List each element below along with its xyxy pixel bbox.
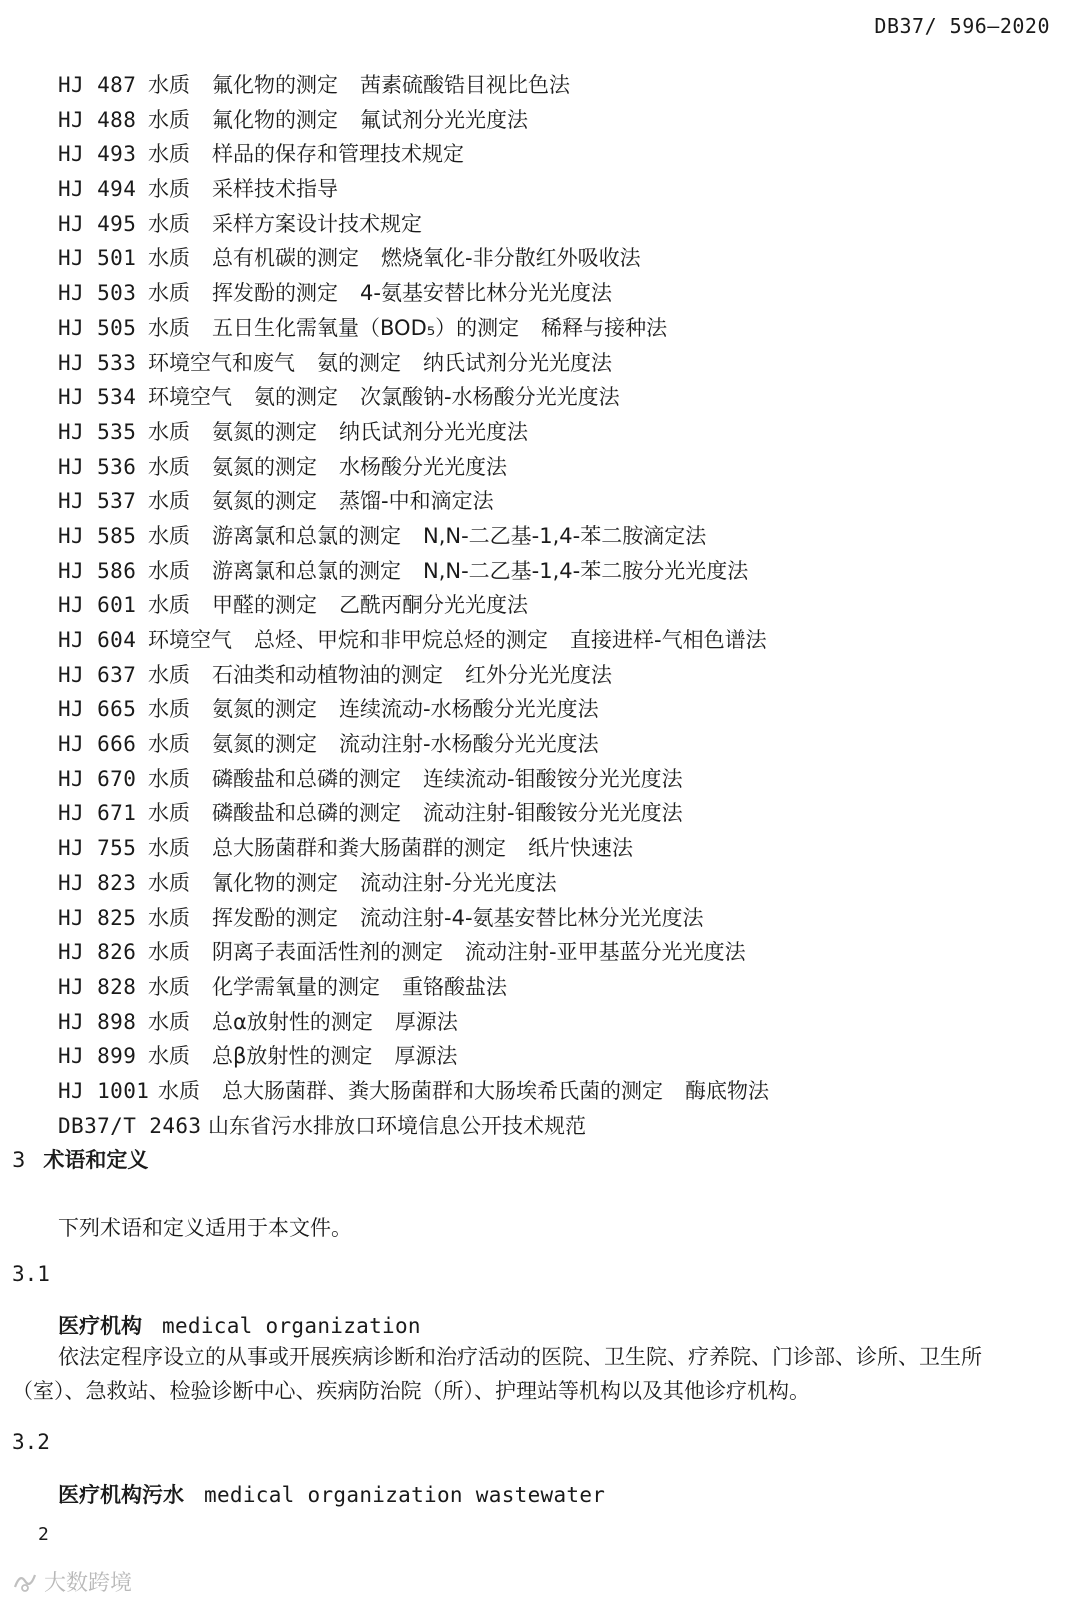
watermark-text: 大数跨境 (44, 1571, 133, 1596)
reference-title-part: 水质 (148, 73, 190, 97)
reference-title-part: 水质 (148, 177, 190, 202)
reference-title-part: 游离氯和总氯的测定 (212, 558, 401, 583)
section-number: 3 (12, 1148, 26, 1172)
reference-title (148, 380, 642, 415)
reference-title (148, 276, 634, 311)
reference-title (148, 137, 486, 172)
reference-title-part: 磷酸盐和总磷的测定 (212, 766, 401, 791)
reference-code: HJ 493 (58, 142, 137, 167)
reference-title (148, 692, 621, 727)
reference-title-part: 水质 (148, 766, 190, 791)
reference-item (58, 935, 791, 970)
reference-title-part: 总β放射性的测定 (212, 1044, 373, 1069)
reference-title-part: 纳氏试剂分光光度法 (339, 419, 528, 444)
reference-title (148, 172, 360, 207)
reference-code: HJ 899 (58, 1044, 137, 1069)
reference-item (58, 1074, 791, 1109)
reference-code: HJ 604 (58, 628, 137, 652)
reference-title-part: 总有机碳的测定 (212, 246, 359, 271)
reference-code: HJ 536 (58, 454, 137, 479)
reference-code: HJ 585 (58, 523, 137, 548)
watermark (12, 1566, 132, 1597)
reference-item (58, 831, 791, 866)
term-heading (58, 1310, 421, 1340)
clause-number: 3.2 (12, 1430, 50, 1454)
reference-title-part: 环境空气和废气 (148, 350, 295, 375)
reference-title-part: 4-氨基安替比林分光光度法 (360, 281, 612, 306)
reference-code: HJ 670 (58, 766, 137, 791)
reference-code: DB37/T 2463 (58, 1113, 202, 1138)
reference-title-part: 氨的测定 (317, 350, 401, 375)
reference-title (148, 727, 621, 762)
document-id: DB37/ 596—2020 (874, 14, 1050, 38)
reference-title (148, 519, 728, 554)
reference-title (148, 1039, 479, 1074)
reference-item (58, 727, 791, 762)
reference-item (58, 346, 791, 381)
reference-title-part: 水质 (148, 801, 190, 826)
reference-title-part: 流动注射-钼酸铵分光光度法 (423, 801, 683, 826)
reference-title (148, 241, 663, 276)
reference-title (148, 970, 529, 1005)
reference-title-part: 挥发酚的测定 (212, 281, 338, 306)
reference-title-part: 水质 (148, 523, 190, 548)
reference-title-part: 水质 (148, 558, 190, 583)
reference-title (148, 935, 768, 970)
reference-title-part: 水质 (148, 246, 190, 271)
reference-title-part: 氨氮的测定 (212, 454, 317, 479)
reference-code: HJ 495 (58, 211, 137, 236)
reference-title-part: 水质 (148, 836, 190, 861)
reference-item (58, 658, 791, 693)
reference-item (58, 1109, 791, 1144)
reference-title (148, 762, 705, 797)
reference-item (58, 380, 791, 415)
reference-title (148, 484, 516, 519)
reference-title-part: 水质 (148, 940, 190, 965)
reference-title-part: 水质 (148, 211, 190, 236)
reference-code: HJ 488 (58, 107, 137, 132)
reference-title-part: 采样技术指导 (212, 177, 338, 202)
reference-title-part: 氟化物的测定 (212, 73, 338, 97)
reference-item (58, 1005, 791, 1040)
reference-title (148, 901, 726, 936)
reference-title-part: 连续流动-水杨酸分光光度法 (339, 697, 599, 722)
reference-title (148, 623, 789, 658)
reference-title (158, 1074, 791, 1109)
reference-title-part: 水质 (148, 315, 190, 340)
reference-code: HJ 755 (58, 836, 137, 861)
section-title: 术语和定义 (43, 1148, 149, 1172)
reference-code: HJ 898 (58, 1009, 137, 1034)
term-en: medical organization wastewater (204, 1483, 606, 1507)
section-intro: 下列术语和定义适用于本文件。 (58, 1216, 352, 1240)
reference-code: HJ 1001 (58, 1078, 150, 1103)
reference-title (148, 68, 592, 103)
reference-title-part: 连续流动-钼酸铵分光光度法 (423, 766, 683, 791)
reference-title-part: 氨氮的测定 (212, 419, 317, 444)
reference-title-part: 水质 (148, 419, 190, 444)
reference-item (58, 172, 791, 207)
reference-item (58, 970, 791, 1005)
reference-title-part: 稀释与接种法 (541, 315, 668, 340)
reference-title-part: 水质 (148, 732, 190, 757)
reference-title (148, 1005, 480, 1040)
normative-references-list (58, 68, 791, 1143)
reference-title-part: 水质 (148, 697, 190, 722)
reference-code: HJ 503 (58, 281, 137, 306)
reference-code: HJ 505 (58, 315, 137, 340)
reference-title (148, 796, 705, 831)
section-heading (12, 1144, 148, 1174)
reference-title-part: 乙酰丙酮分光光度法 (339, 593, 528, 618)
term-en: medical organization (162, 1314, 421, 1338)
reference-title-part: 石油类和动植物油的测定 (212, 662, 443, 687)
reference-code: HJ 828 (58, 974, 137, 999)
reference-title-part: 水质 (158, 1078, 200, 1103)
reference-title-part: 重铬酸盐法 (402, 974, 507, 999)
reference-title-part: 挥发酚的测定 (212, 905, 338, 930)
reference-title-part: 水质 (148, 593, 190, 618)
reference-title (148, 207, 444, 242)
reference-title-part: 纳氏试剂分光光度法 (423, 350, 612, 375)
reference-title-part: 总大肠菌群和粪大肠菌群的测定 (212, 836, 506, 861)
reference-item (58, 415, 791, 450)
reference-title-part: 水杨酸分光光度法 (339, 454, 507, 479)
reference-title (148, 415, 550, 450)
reference-title-part: 纸片快速法 (528, 836, 633, 861)
reference-item (58, 588, 791, 623)
reference-item (58, 68, 791, 103)
reference-title-part: 水质 (148, 489, 190, 514)
reference-title-part: 水质 (148, 1009, 190, 1034)
reference-item (58, 901, 791, 936)
reference-title-part: 水质 (148, 454, 190, 479)
term-zh: 医疗机构污水 (58, 1483, 184, 1507)
reference-title (148, 658, 634, 693)
reference-item (58, 519, 791, 554)
reference-item (58, 554, 791, 589)
reference-item (58, 866, 791, 901)
reference-title-part: 氟试剂分光光度法 (360, 107, 528, 132)
reference-title-part: 红外分光光度法 (465, 662, 612, 687)
reference-title-part: N,N-二乙基-1,4-苯二胺分光光度法 (423, 558, 749, 583)
reference-title-part: 化学需氧量的测定 (212, 974, 380, 999)
reference-code: HJ 601 (58, 593, 137, 618)
reference-item (58, 207, 791, 242)
term-heading (58, 1479, 605, 1509)
reference-title-part: 水质 (148, 107, 190, 132)
reference-code: HJ 823 (58, 870, 137, 895)
reference-code: HJ 666 (58, 732, 137, 757)
reference-item (58, 484, 791, 519)
reference-title-part: 氟化物的测定 (212, 107, 338, 132)
reference-title (148, 831, 655, 866)
reference-title-part: 总大肠菌群、粪大肠菌群和大肠埃希氏菌的测定 (222, 1078, 663, 1103)
reference-title-part: 氨氮的测定 (212, 732, 317, 757)
reference-title (148, 554, 770, 589)
reference-title-part: 水质 (148, 905, 190, 930)
reference-code: HJ 826 (58, 940, 137, 965)
reference-title (148, 346, 634, 381)
reference-title-part: 采样方案设计技术规定 (212, 211, 422, 236)
clause-number: 3.1 (12, 1262, 50, 1286)
page-number: 2 (38, 1524, 49, 1545)
reference-title-part: 环境空气 (148, 628, 232, 652)
reference-title-part: 磷酸盐和总磷的测定 (212, 801, 401, 826)
reference-title (208, 1109, 608, 1144)
reference-title-part: 水质 (148, 870, 190, 895)
reference-title-part: 样品的保存和管理技术规定 (212, 142, 464, 167)
reference-title-part: 氨氮的测定 (212, 489, 317, 514)
reference-title (148, 311, 689, 346)
reference-title (148, 866, 579, 901)
reference-code: HJ 665 (58, 697, 137, 722)
reference-title-part: 氰化物的测定 (212, 870, 338, 895)
reference-title-part: 水质 (148, 281, 190, 306)
reference-title-part: 阴离子表面活性剂的测定 (212, 940, 443, 965)
reference-code: HJ 533 (58, 350, 137, 375)
reference-code: HJ 586 (58, 558, 137, 583)
reference-item (58, 1039, 791, 1074)
reference-item (58, 450, 791, 485)
reference-code: HJ 825 (58, 905, 137, 930)
reference-item (58, 103, 791, 138)
reference-title-part: 燃烧氧化-非分散红外吸收法 (381, 246, 641, 271)
term-zh: 医疗机构 (58, 1314, 142, 1338)
reference-item (58, 762, 791, 797)
reference-item (58, 137, 791, 172)
reference-code: HJ 534 (58, 385, 137, 410)
reference-title-part: 水质 (148, 974, 190, 999)
reference-title (148, 103, 550, 138)
reference-title-part: 流动注射-4-氨基安替比林分光光度法 (360, 905, 704, 930)
reference-title-part: 水质 (148, 662, 190, 687)
reference-title-part: 厚源法 (394, 1009, 458, 1034)
reference-title-part: 次氯酸钠-水杨酸分光光度法 (360, 385, 620, 410)
reference-item (58, 623, 791, 658)
reference-title-part: 流动注射-分光光度法 (360, 870, 557, 895)
reference-code: HJ 535 (58, 419, 137, 444)
reference-title-part: 厚源法 (394, 1044, 458, 1069)
reference-title (148, 588, 550, 623)
reference-title-part: 氨氮的测定 (212, 697, 317, 722)
reference-code: HJ 537 (58, 489, 137, 514)
reference-title-part: 流动注射-水杨酸分光光度法 (339, 732, 599, 757)
reference-title-part: 山东省污水排放口环境信息公开技术规范 (208, 1113, 586, 1138)
reference-title-part: 环境空气 (148, 385, 232, 410)
reference-title-part: 甲醛的测定 (212, 593, 317, 618)
reference-title-part: N,N-二乙基-1,4-苯二胺滴定法 (423, 523, 707, 548)
reference-title-part: 蒸馏-中和滴定法 (339, 489, 494, 514)
reference-code: HJ 487 (58, 73, 137, 97)
reference-item (58, 311, 791, 346)
reference-code: HJ 501 (58, 246, 137, 271)
reference-title-part: 总烃、甲烷和非甲烷总烃的测定 (254, 628, 548, 652)
reference-item (58, 692, 791, 727)
reference-title-part: 直接进样-气相色谱法 (570, 628, 767, 652)
reference-item (58, 241, 791, 276)
watermark-logo-icon (12, 1571, 38, 1593)
reference-code: HJ 671 (58, 801, 137, 826)
reference-code: HJ 494 (58, 177, 137, 202)
reference-item (58, 276, 791, 311)
reference-title-part: 水质 (148, 1044, 190, 1069)
reference-title-part: 氨的测定 (254, 385, 338, 410)
reference-title-part: 水质 (148, 142, 190, 167)
reference-title-part: 总α放射性的测定 (212, 1009, 373, 1034)
reference-title-part: 五日生化需氧量（BOD₅）的测定 (212, 315, 520, 340)
reference-item (58, 796, 791, 831)
reference-code: HJ 637 (58, 662, 137, 687)
reference-title-part: 茜素硫酸锆目视比色法 (360, 73, 570, 97)
reference-title-part: 游离氯和总氯的测定 (212, 523, 401, 548)
term-definition: 依法定程序设立的从事或开展疾病诊断和治疗活动的医院、卫生院、疗养院、门诊部、诊所、卫生所（室）、急救站、检验诊断中心、疾病防治院（所）、护理站等机构以及其他诊疗机构。 (12, 1345, 982, 1403)
reference-title-part: 流动注射-亚甲基蓝分光光度法 (465, 940, 746, 965)
reference-title (148, 450, 529, 485)
reference-title-part: 酶底物法 (685, 1078, 769, 1103)
